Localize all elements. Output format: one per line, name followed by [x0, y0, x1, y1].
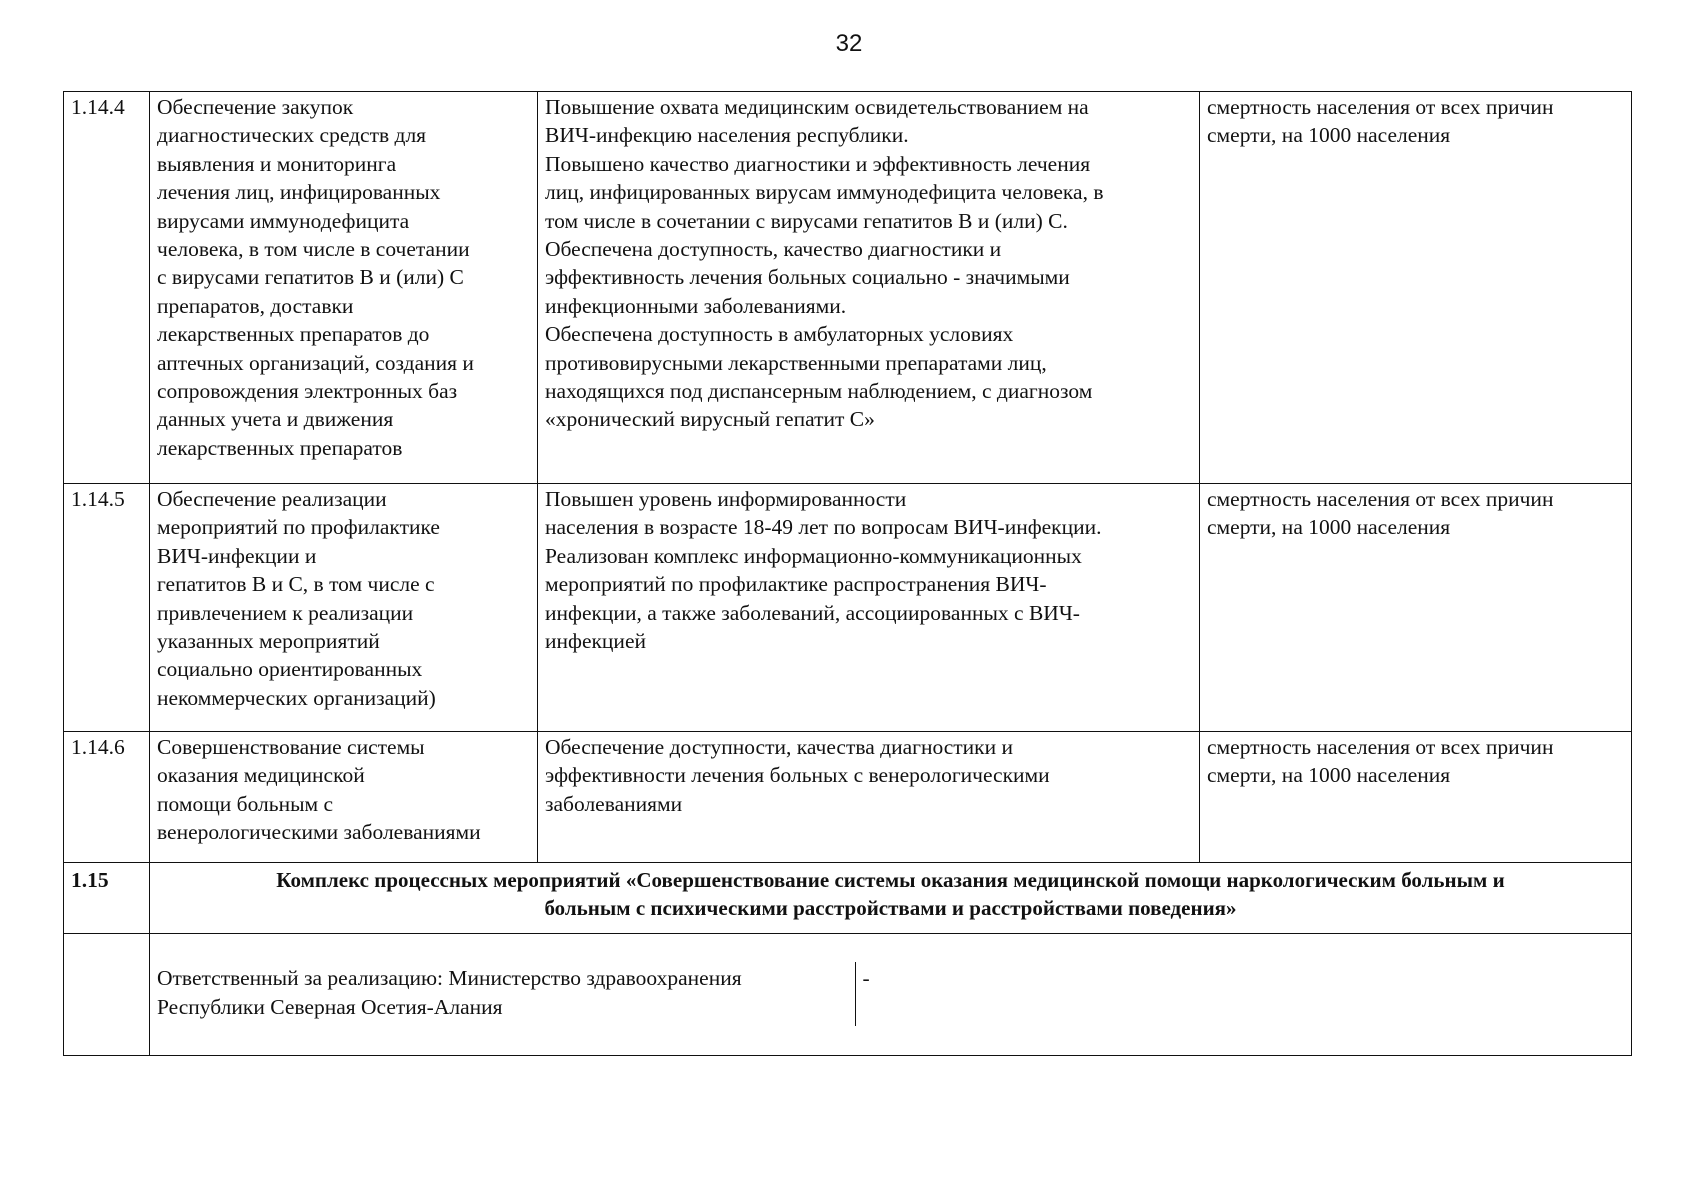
section-number: 1.15 — [64, 863, 150, 934]
responsible-row — [64, 934, 1632, 1056]
row-number: 1.14.4 — [64, 92, 150, 484]
activities-table — [63, 91, 1632, 1056]
task-description: Обеспечение реализации мероприятий по профилактике ВИЧ-инфекции и гепатитов В и С, в том числе с привлечением к реализации указанных мероприятий социально ориентированных некоммерческих организаций) — [150, 484, 538, 732]
row-number: 1.14.6 — [64, 732, 150, 863]
expected-result: Повышение охвата медицинским освидетельствованием на ВИЧ-инфекцию населения республики. Повышено качество диагностики и эффективность лечения лиц, инфицированных вирусам иммунодефицита человека, в том числе в сочетании с вирусами гепатитов В и (или) С. Обеспечена доступность, качество диагностики и эффективность лечения больных социально - значимыми инфекционными заболеваниями. Обеспечена доступность в амбулаторных условиях противовирусными лекарственными препаратами лиц, находящихся под диспансерным наблюдением, с диагнозом «хронический вирусный гепатит С» — [538, 92, 1200, 484]
page-number: 32 — [835, 30, 863, 57]
table-row — [64, 732, 1632, 863]
table-row — [64, 92, 1632, 484]
responsible-value: - — [855, 962, 1631, 1026]
responsible-cell — [150, 934, 1632, 1056]
indicator: смертность населения от всех причин смерти, на 1000 населения — [1200, 484, 1632, 732]
expected-result: Повышен уровень информированности населения в возрасте 18-49 лет по вопросам ВИЧ-инфекции. Реализован комплекс информационно-коммуникационных мероприятий по профилактике распространения ВИЧ- инфекции, а также заболеваний, ассоциированных с ВИЧ- инфекцией — [538, 484, 1200, 732]
section-title: Комплекс процессных мероприятий «Совершенствование системы оказания медицинской помощи наркологическим больным и больным с психическими расстройствами и расстройствами поведения» — [150, 863, 1632, 934]
task-description: Совершенствование системы оказания медицинской помощи больным с венерологическими заболеваниями — [150, 732, 538, 863]
section-header-row — [64, 863, 1632, 934]
indicator: смертность населения от всех причин смерти, на 1000 населения — [1200, 732, 1632, 863]
table-row — [64, 484, 1632, 732]
row-number: 1.14.5 — [64, 484, 150, 732]
responsible-label: Ответственный за реализацию: Министерство здравоохранения Республики Северная Осетия-Алания — [157, 966, 742, 1019]
responsible-table — [150, 962, 1631, 1026]
expected-result: Обеспечение доступности, качества диагностики и эффективности лечения больных с венерологическими заболеваниями — [538, 732, 1200, 863]
indicator: смертность населения от всех причин смерти, на 1000 населения — [1200, 92, 1632, 484]
empty-cell — [64, 934, 150, 1056]
task-description: Обеспечение закупок диагностических средств для выявления и мониторинга лечения лиц, инфицированных вирусами иммунодефицита человека, в том числе в сочетании с вирусами гепатитов В и (или) С препаратов, доставки лекарственных препаратов до аптечных организаций, создания и сопровождения электронных баз данных учета и движения лекарственных препаратов — [150, 92, 538, 484]
